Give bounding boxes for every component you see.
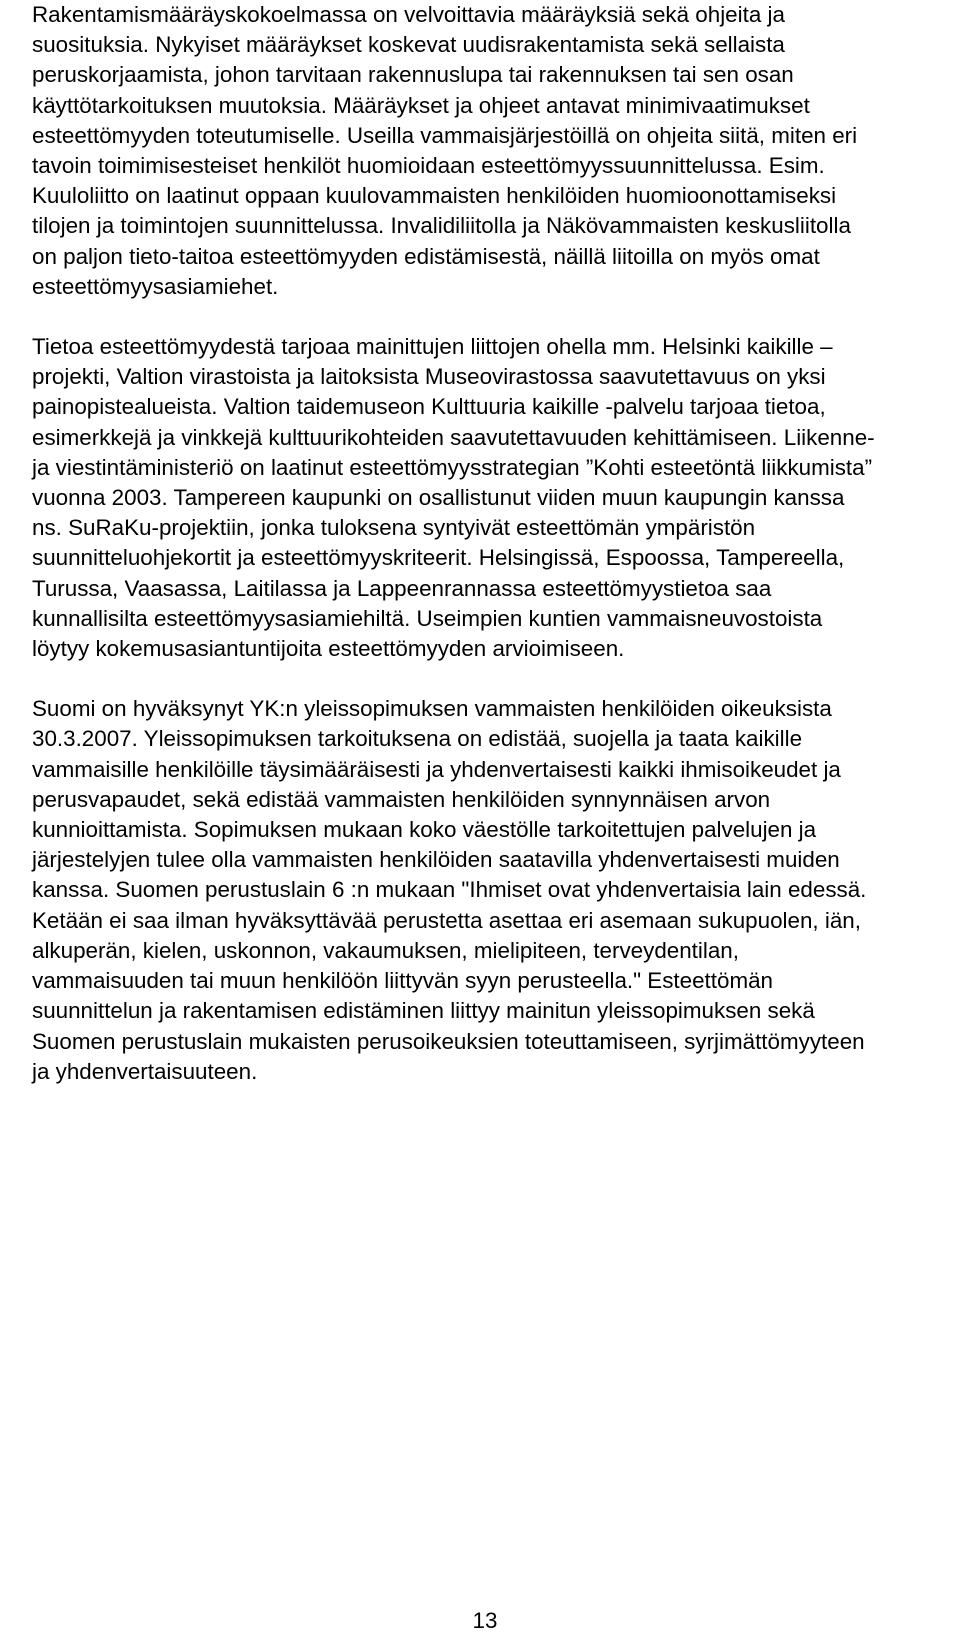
text-line: on paljon tieto-taitoa esteettömyyden edistämisestä, näillä liitoilla on myös omat [32,243,820,269]
text-line: vammaisille henkilöille täysimääräisesti ja yhdenvertaisesti kaikki ihmisoikeudet ja [32,756,841,782]
text-line: Suomen perustuslain mukaisten perusoikeuksien toteuttamiseen, syrjimättömyyteen [32,1028,865,1054]
text-line: vuonna 2003. Tampereen kaupunki on osallistunut viiden muun kaupungin kanssa [32,485,845,511]
paragraph-gap [32,664,960,694]
text-line: Ketään ei saa ilman hyväksyttävää perustetta asettaa eri asemaan sukupuolen, iän, [32,907,861,933]
text-line: kunnioittamista. Sopimuksen mukaan koko väestölle tarkoitettujen palvelujen ja [32,817,817,843]
text-line: ns. SuRaKu-projektiin, jonka tuloksena syntyivät esteettömän ympäristön [32,515,756,541]
text-line: Kuuloliitto on laatinut oppaan kuulovammaisten henkilöiden huomioonottamiseksi [32,183,837,209]
text-line: suunnitteluohjekortit ja esteettömyyskriteerit. Helsingissä, Espoossa, Tampereella, [32,545,845,571]
text-line: järjestelyjen tulee olla vammaisten henkilöiden saatavilla yhdenvertaisesti muiden [32,847,840,873]
document-body [32,0,960,1087]
text-line: löytyy kokemusasiantuntijoita esteettömyyden arvioimiseen. [32,636,625,662]
text-line: esteettömyysasiamiehet. [32,273,279,299]
text-line: esteettömyyden toteutumiselle. Useilla vammaisjärjestöillä on ohjeita siitä, miten eri [32,122,858,148]
paragraph-building-regulations [32,0,960,302]
text-line: tavoin toimimisesteiset henkilöt huomioidaan esteettömyyssuunnittelussa. Esim. [32,153,825,179]
text-line: 30.3.2007. Yleissopimuksen tarkoituksena on edistää, suojella ja taata kaikille [32,726,803,752]
text-line: vammaisuuden tai muun henkilöön liittyvän syyn perusteella." Esteettömän [32,968,774,994]
text-line: alkuperän, kielen, uskonnon, vakaumuksen, mielipiteen, terveydentilan, [32,937,739,963]
paragraph-un-convention [32,694,960,1087]
text-line: perusvapaudet, sekä edistää vammaisten henkilöiden synnynnäisen arvon [32,786,771,812]
paragraph-gap [32,302,960,332]
text-line: Rakentamismääräyskokoelmassa on velvoittavia määräyksiä sekä ohjeita ja [32,2,785,27]
text-line: ja viestintäministeriö on laatinut esteettömyysstrategian ”Kohti esteetöntä liikkumista” [32,454,873,480]
text-line: projekti, Valtion virastoista ja laitoksista Museovirastossa saavutettavuus on yksi [32,364,826,390]
text-line: painopistealueista. Valtion taidemuseon Kulttuuria kaikille -palvelu tarjoaa tietoa, [32,394,826,420]
text-line: peruskorjaamista, johon tarvitaan rakennuslupa tai rakennuksen tai sen osan [32,62,794,88]
text-line: kanssa. Suomen perustuslain 6 :n mukaan "Ihmiset ovat yhdenvertaisia lain edessä. [32,877,867,903]
page-number: 13 [472,1608,498,1633]
text-line: kunnallisilta esteettömyysasiamiehiltä. Useimpien kuntien vammaisneuvostoista [32,605,823,631]
text-line: käyttötarkoituksen muutoksia. Määräykset ja ohjeet antavat minimivaatimukset [32,92,810,118]
paragraph-accessibility-information [32,332,960,664]
text-line: esimerkkejä ja vinkkejä kulttuurikohteiden saavutettavuuden kehittämiseen. Liikenne- [32,424,875,450]
text-line: suosituksia. Nykyiset määräykset koskevat uudisrakentamista sekä sellaista [32,32,785,58]
text-line: suunnittelun ja rakentamisen edistäminen liittyy mainitun yleissopimuksen sekä [32,998,815,1024]
text-line: ja yhdenvertaisuuteen. [32,1058,258,1084]
text-line: Turussa, Vaasassa, Laitilassa ja Lappeenrannassa esteettömyystietoa saa [32,575,772,601]
text-line: Tietoa esteettömyydestä tarjoaa mainittujen liittojen ohella mm. Helsinki kaikille – [32,334,833,360]
text-line: tilojen ja toimintojen suunnittelussa. Invalidiliitolla ja Näkövammaisten keskusliitolla [32,213,851,239]
text-line: Suomi on hyväksynyt YK:n yleissopimuksen vammaisten henkilöiden oikeuksista [32,696,832,722]
